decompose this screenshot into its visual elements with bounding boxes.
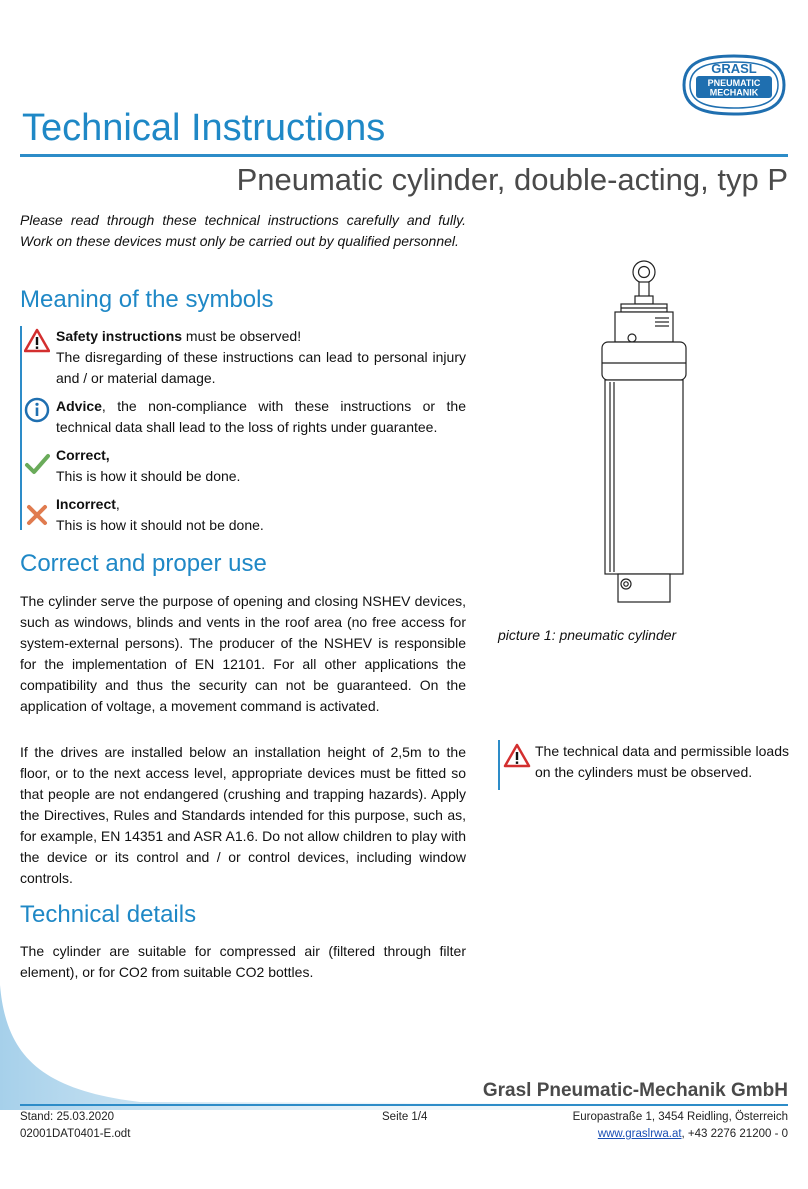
page-subtitle: Pneumatic cylinder, double-acting, typ P: [236, 162, 788, 197]
footer-stand: Stand: 25.03.2020: [20, 1111, 114, 1123]
tech-paragraph: The cylinder are suitable for compressed air (filtered through filter element), or for CO2 from suitable CO2 bottles.: [20, 943, 466, 980]
symbols-bar: [20, 326, 22, 530]
symbol-bold-correct: Correct,: [56, 447, 110, 463]
heading-proper-use: Correct and proper use: [20, 550, 267, 577]
symbol-text-incorrect: ,: [115, 496, 120, 512]
note-bar: [498, 740, 500, 790]
symbol-text-advice: , the non-compliance with these instructions or the technical data shall lead to the loss of rights under guarantee.: [56, 398, 466, 435]
company-name: Grasl Pneumatic-Mechanik GmbH: [482, 1080, 788, 1101]
symbol-row-advice: [24, 396, 466, 438]
symbol-row-incorrect: [24, 494, 466, 536]
footer-contact: [598, 1126, 788, 1142]
heading-technical-details: Technical details: [20, 901, 197, 928]
check-icon: [24, 451, 50, 477]
intro-text: Please read through these technical instructions carefully and fully. Work on these devices must only be carried out by qualified personnel.: [20, 212, 466, 249]
warning-icon: [24, 328, 50, 354]
footer-page-number: Seite 1/4: [382, 1111, 428, 1123]
use-paragraph-2: If the drives are installed below an installation height of 2,5m to the floor, or to the next access level, appropriate devices must be fitted so that people are not endangered (crushing and trapping hazards). Apply the Directives, Rules and Standards intended for this purpose, such as, for example, EN 14351 and ASR A1.6. Do not allow children to play with the device or its control and / or control devices, including window controls.: [20, 744, 466, 886]
note-text: The technical data and permissible loads on the cylinders must be observed.: [535, 743, 789, 780]
warning-icon: [503, 743, 531, 769]
logo-line1: GRASL: [711, 61, 757, 76]
grasl-logo: [678, 52, 790, 118]
symbol-text2-incorrect: This is how it should not be done.: [56, 517, 264, 533]
logo-line2: PNEUMATIC: [707, 78, 761, 88]
symbol-text2-correct: This is how it should be done.: [56, 468, 241, 484]
logo-line3: MECHANIK: [709, 87, 759, 98]
heading-symbols: Meaning of the symbols: [20, 286, 274, 313]
page-title: Technical Instructions: [22, 107, 386, 149]
symbol-row-correct: [24, 445, 466, 487]
website-link[interactable]: www.graslrwa.at: [597, 1128, 682, 1140]
footer-document: 02001DAT0401-E.odt: [20, 1128, 131, 1140]
pneumatic-cylinder-image: [594, 258, 694, 608]
use-paragraph-1: The cylinder serve the purpose of opening and closing NSHEV devices, such as windows, blinds and vents in the roof area (no free access for system-external persons). The producer of the NSHEV is responsible for the implementation of EN 12101. For all other applications the compatibility and thus the security can not be guaranteed. On the application of voltage, a movement command is activated.: [20, 593, 466, 714]
symbol-row-safety: [24, 326, 466, 389]
title-divider: [20, 154, 788, 157]
cross-icon: [24, 502, 50, 528]
symbol-bold-incorrect: Incorrect: [56, 496, 116, 512]
picture-caption: picture 1: pneumatic cylinder: [498, 627, 677, 643]
footer-address: Europastraße 1, 3454 Reidling, Österreich: [572, 1111, 788, 1123]
symbol-text-safety: must be observed!: [182, 328, 302, 344]
symbol-bold-safety: Safety instructions: [56, 328, 183, 344]
footer-divider: [20, 1104, 788, 1106]
symbol-bold-advice: Advice: [56, 398, 102, 414]
footer-phone: , +43 2276 21200 - 0: [681, 1128, 788, 1140]
symbol-text2-safety: The disregarding of these instructions can lead to personal injury and / or material damage.: [56, 349, 466, 386]
info-icon: [24, 397, 50, 423]
